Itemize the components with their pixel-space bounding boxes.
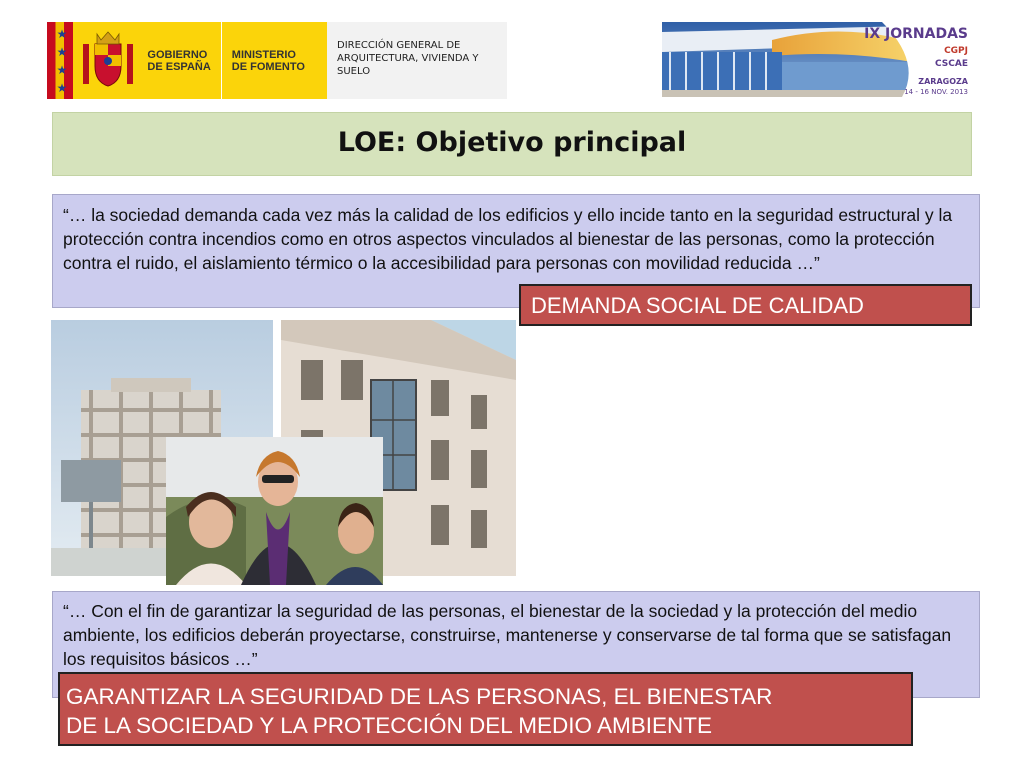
callout-safety-wellbeing: [58, 672, 913, 746]
jornadas-banner-image: [662, 22, 972, 97]
quote-text-social-demand: “… la sociedad demanda cada vez más la calidad de los edificios y ello incide tanto en la seguridad estructural y la protección contra incendios como en otros aspectos vinculados al bienestar de las personas, como la protección contra el ruido, el aislamiento térmico o la accesibilidad para personas con movilidad reducida …”: [63, 205, 953, 273]
event-logo-cgpj: CGPJ: [944, 46, 968, 56]
eu-flag-stripe: [47, 22, 73, 99]
gov-logo-yellow-band: [73, 22, 327, 99]
family-portrait-image: [166, 437, 383, 585]
event-logo-cscae: CSCAE: [935, 59, 968, 69]
star-icon: ★: [56, 63, 68, 77]
government-logo: [47, 22, 507, 99]
star-icon: ★: [56, 45, 68, 59]
callout-text-social-demand: DEMANDA SOCIAL DE CALIDAD: [531, 293, 864, 318]
gov-logo-text-ministerio: MINISTERIO DE FOMENTO: [231, 48, 305, 73]
star-icon: ★: [56, 81, 68, 95]
coat-of-arms-icon: [79, 30, 137, 92]
photo-family: [166, 437, 383, 585]
event-logo-dates: 14 - 16 NOV. 2013: [904, 88, 968, 96]
department-name: DIRECCIÓN GENERAL DE ARQUITECTURA, VIVIENDA Y SUELO: [337, 40, 479, 77]
event-logo-title: IX JORNADAS: [864, 26, 968, 42]
gov-logo-divider: [221, 22, 222, 99]
callout-social-demand: [519, 284, 972, 326]
slide-title: LOE: Objetivo principal: [337, 127, 687, 158]
gov-logo-department-box: [327, 22, 507, 99]
gov-logo-text-gobierno: GOBIERNO DE ESPAÑA: [147, 48, 211, 73]
quote-text-requirements: “… Con el fin de garantizar la seguridad de las personas, el bienestar de la sociedad y la protección del medio ambiente, los edificios deberán proyectarse, construirse, mantenerse y conservarse de tal forma que se satisfagan los requisitos básicos …”: [63, 601, 952, 669]
event-logo: [662, 22, 972, 97]
star-icon: ★: [56, 27, 68, 41]
slide-title-bar: [52, 112, 972, 176]
callout-text-safety-wellbeing: GARANTIZAR LA SEGURIDAD DE LAS PERSONAS, EL BIENESTAR DE LA SOCIEDAD Y LA PROTECCIÓN DEL MEDIO AMBIENTE: [66, 684, 773, 738]
event-logo-city: ZARAGOZA: [918, 77, 968, 86]
